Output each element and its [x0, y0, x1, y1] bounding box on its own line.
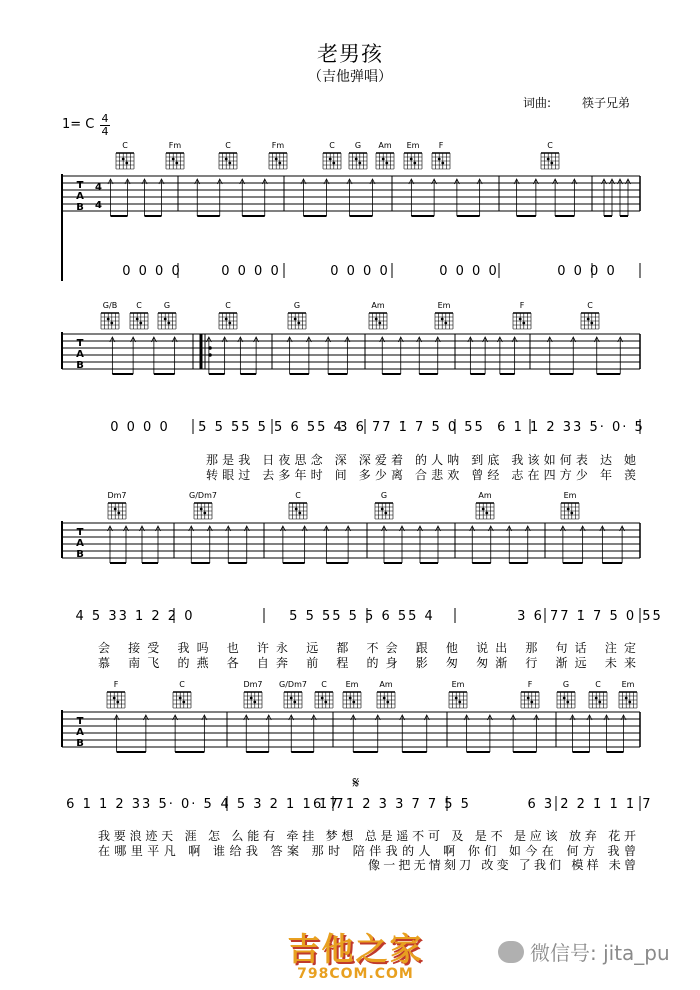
- chord-dot: [225, 158, 228, 161]
- chord-dot: [172, 158, 175, 161]
- jianpu-measure: 0 0 0 0: [439, 264, 499, 279]
- chord-dot: [628, 701, 631, 704]
- jianpu-measure: 6 3̇ 2̇ 2̇ 1̇ 1̇ 1̇ 7: [527, 797, 653, 812]
- chord-dot: [566, 701, 569, 704]
- chord-dot: [324, 701, 327, 704]
- chord-name: Dm7: [107, 491, 127, 500]
- chord-dot: [550, 162, 553, 165]
- chord-dot: [375, 318, 378, 321]
- chord-name: F: [527, 680, 533, 689]
- wechat-text: 微信号: jita_pu: [530, 941, 670, 965]
- chord-dot: [625, 697, 628, 700]
- chord-dot: [110, 322, 113, 325]
- chord-dot: [167, 322, 170, 325]
- tab-ts-bottom: 4: [95, 200, 102, 211]
- jianpu-measure: 0 0 0 0: [122, 264, 182, 279]
- chord-name: F: [113, 680, 119, 689]
- jianpu-measure: 4 5 3 2 1 1 1̇ 7: [220, 797, 346, 812]
- chord-dot: [136, 318, 139, 321]
- tab-letter: B: [76, 360, 84, 371]
- chord-dot: [139, 322, 142, 325]
- lyrics-line-2: 慕 南飞 的燕 各 自奔 前 程 的身 影 匆 匆渐 行 渐远 未来: [98, 656, 637, 670]
- chord-dot: [382, 158, 385, 161]
- chord-name: G: [562, 680, 570, 689]
- chord-dot: [113, 697, 116, 700]
- chord-dot: [384, 512, 387, 515]
- chord-dot: [482, 508, 485, 511]
- chord-dot: [386, 701, 389, 704]
- chord-dot: [332, 162, 335, 165]
- chord-dot: [182, 701, 185, 704]
- lyrics-line-2: 在哪里平凡 啊 谁给我 答案 那时 陪伴我的人 啊 你们 如今在 何方 我曾: [98, 844, 637, 858]
- chord-name: G/Dm7: [279, 680, 307, 689]
- tab-letter: A: [76, 727, 84, 738]
- chord-dot: [175, 162, 178, 165]
- chord-dot: [203, 512, 206, 515]
- chord-name: C: [179, 680, 185, 689]
- chord-dot: [298, 512, 301, 515]
- chord-dot: [179, 697, 182, 700]
- chord-name: C: [225, 141, 231, 150]
- chord-dot: [228, 322, 231, 325]
- chord-dot: [225, 318, 228, 321]
- lyrics-line-1: 我要浪迹天 涯 怎 么能有 牵挂 梦想 总是遥不可 及 是不 是应该 放弃 花开: [98, 829, 636, 843]
- chord-dot: [598, 701, 601, 704]
- jianpu-measure: 3 6 77 1̇ 7 5 0 55: [339, 420, 485, 435]
- chord-dot: [563, 697, 566, 700]
- chord-name: Dm7: [243, 680, 263, 689]
- chord-dot: [349, 697, 352, 700]
- chord-dot: [595, 697, 598, 700]
- chord-name: Em: [621, 680, 635, 689]
- chord-dot: [355, 158, 358, 161]
- lyrics-line-2: 转眼过 去多年时 间 多少离 合悲欢 曾经 志在四方少 年 羡: [206, 468, 636, 482]
- chord-dot: [410, 158, 413, 161]
- chord-dot: [329, 158, 332, 161]
- chord-dot: [441, 318, 444, 321]
- tab-letter: A: [76, 191, 84, 202]
- chord-dot: [321, 697, 324, 700]
- chord-dot: [293, 701, 296, 704]
- chord-dot: [570, 512, 573, 515]
- chord-dot: [413, 162, 416, 165]
- chord-name: G: [293, 301, 301, 310]
- chord-dot: [278, 162, 281, 165]
- chord-dot: [116, 701, 119, 704]
- chord-dot: [527, 697, 530, 700]
- jianpu-measure: 6 1 1 2 33 5· 0· 5: [497, 420, 645, 435]
- jianpu-measure: 0 0 0 0: [110, 420, 170, 435]
- song-title: 老男孩: [317, 42, 383, 66]
- chord-dot: [522, 322, 525, 325]
- tab-letter: T: [76, 180, 84, 191]
- chord-dot: [358, 162, 361, 165]
- chord-name: Em: [451, 680, 465, 689]
- lyrics-line-1: 那是我 日夜思念 深 深爱着 的人呐 到底 我该如何表 达 她: [206, 453, 636, 467]
- chord-dot: [587, 318, 590, 321]
- chord-dot: [381, 508, 384, 511]
- tab-letter: T: [76, 527, 84, 538]
- chord-name: Am: [379, 680, 393, 689]
- chord-dot: [122, 158, 125, 161]
- chord-name: F: [519, 301, 525, 310]
- chord-dot: [378, 322, 381, 325]
- tab-letter: T: [76, 716, 84, 727]
- chord-dot: [200, 508, 203, 511]
- chord-dot: [117, 512, 120, 515]
- segno-sign: 𝄋: [352, 773, 360, 792]
- chord-name: Am: [371, 301, 385, 310]
- jianpu-measure: 0 0 0 0: [557, 264, 617, 279]
- chord-dot: [253, 701, 256, 704]
- credit-name: 筷子兄弟: [582, 96, 631, 110]
- chord-dot: [228, 162, 231, 165]
- chord-name: Fm: [168, 141, 182, 150]
- logo-main-text: 吉他之家: [287, 930, 424, 968]
- tab-ts-top: 4: [95, 182, 102, 193]
- jianpu-measure: 6 1 1 2 33 5· 0· 5: [66, 797, 214, 812]
- chord-dot: [458, 701, 461, 704]
- tab-letter: B: [76, 549, 84, 560]
- site-logo: [283, 924, 428, 982]
- lyrics-line-3: 像一把无情刻刀 改变 了我们 模样 未曾: [368, 858, 636, 872]
- chord-name: G: [380, 491, 388, 500]
- jianpu-measure: 0 0 0 0: [330, 264, 390, 279]
- chord-dot: [547, 158, 550, 161]
- chord-name: G: [163, 301, 171, 310]
- chord-dot: [530, 701, 533, 704]
- chord-name: C: [587, 301, 593, 310]
- jianpu-measure: 4 5 33 1 2 2 0: [75, 609, 195, 624]
- chord-dot: [107, 318, 110, 321]
- chord-dot: [444, 322, 447, 325]
- chord-name: C: [547, 141, 553, 150]
- chord-dot: [455, 697, 458, 700]
- credit-label: 词曲:: [523, 96, 552, 110]
- chord-name: G: [354, 141, 362, 150]
- lyrics-line-1: 会 接受 我吗 也 许永 远 都 不会 跟 他 说出 那 句话 注定: [98, 641, 637, 655]
- chord-name: F: [438, 141, 444, 150]
- tab-letter: B: [76, 738, 84, 749]
- wechat-icon: [498, 941, 524, 963]
- chord-name: C: [329, 141, 335, 150]
- chord-name: C: [136, 301, 142, 310]
- time-sig-bottom: 4: [101, 125, 109, 138]
- chord-dot: [385, 162, 388, 165]
- chord-dot: [438, 158, 441, 161]
- chord-name: Am: [378, 141, 392, 150]
- chord-dot: [352, 701, 355, 704]
- chord-dot: [567, 508, 570, 511]
- chord-name: Fm: [271, 141, 285, 150]
- chord-dot: [114, 508, 117, 511]
- chord-dot: [290, 697, 293, 700]
- logo-sub-text: 798COM.COM: [297, 966, 414, 982]
- chord-name: C: [225, 301, 231, 310]
- chord-name: Em: [437, 301, 451, 310]
- tab-letter: A: [76, 538, 84, 549]
- chord-dot: [294, 318, 297, 321]
- chord-dot: [295, 508, 298, 511]
- chord-dot: [590, 322, 593, 325]
- chord-name: Em: [563, 491, 577, 500]
- chord-dot: [485, 512, 488, 515]
- chord-name: C: [122, 141, 128, 150]
- chord-name: Em: [406, 141, 420, 150]
- tab-letter: T: [76, 338, 84, 349]
- chord-name: C: [321, 680, 327, 689]
- tab-letter: A: [76, 349, 84, 360]
- jianpu-measure: 0 0 0 0: [221, 264, 281, 279]
- chord-dot: [383, 697, 386, 700]
- chord-name: G/B: [102, 301, 118, 310]
- chord-dot: [164, 318, 167, 321]
- chord-dot: [275, 158, 278, 161]
- chord-name: G/Dm7: [189, 491, 217, 500]
- jianpu-measure: 3 6 77 1̇ 7 5 0 55: [517, 609, 663, 624]
- chord-dot: [441, 162, 444, 165]
- chord-dot: [519, 318, 522, 321]
- chord-name: Em: [345, 680, 359, 689]
- jianpu-measure: 6 7 1̇ 2̇ 3̇ 3 7 7 5 5: [313, 797, 471, 812]
- chord-name: C: [595, 680, 601, 689]
- chord-dot: [297, 322, 300, 325]
- jianpu-measure: 5 5 55 5 5 6 55 4: [198, 420, 344, 435]
- chord-dot: [125, 162, 128, 165]
- tab-letter: B: [76, 202, 84, 213]
- key-signature: 1= C: [62, 117, 95, 132]
- chord-name: Am: [478, 491, 492, 500]
- chord-dot: [250, 697, 253, 700]
- jianpu-measure: 5 5 55 5 5 6 55 4: [289, 609, 435, 624]
- wechat-watermark: [498, 937, 670, 966]
- song-subtitle: （吉他弹唱）: [308, 69, 392, 85]
- chord-name: C: [295, 491, 301, 500]
- time-sig-top: 4: [101, 112, 109, 125]
